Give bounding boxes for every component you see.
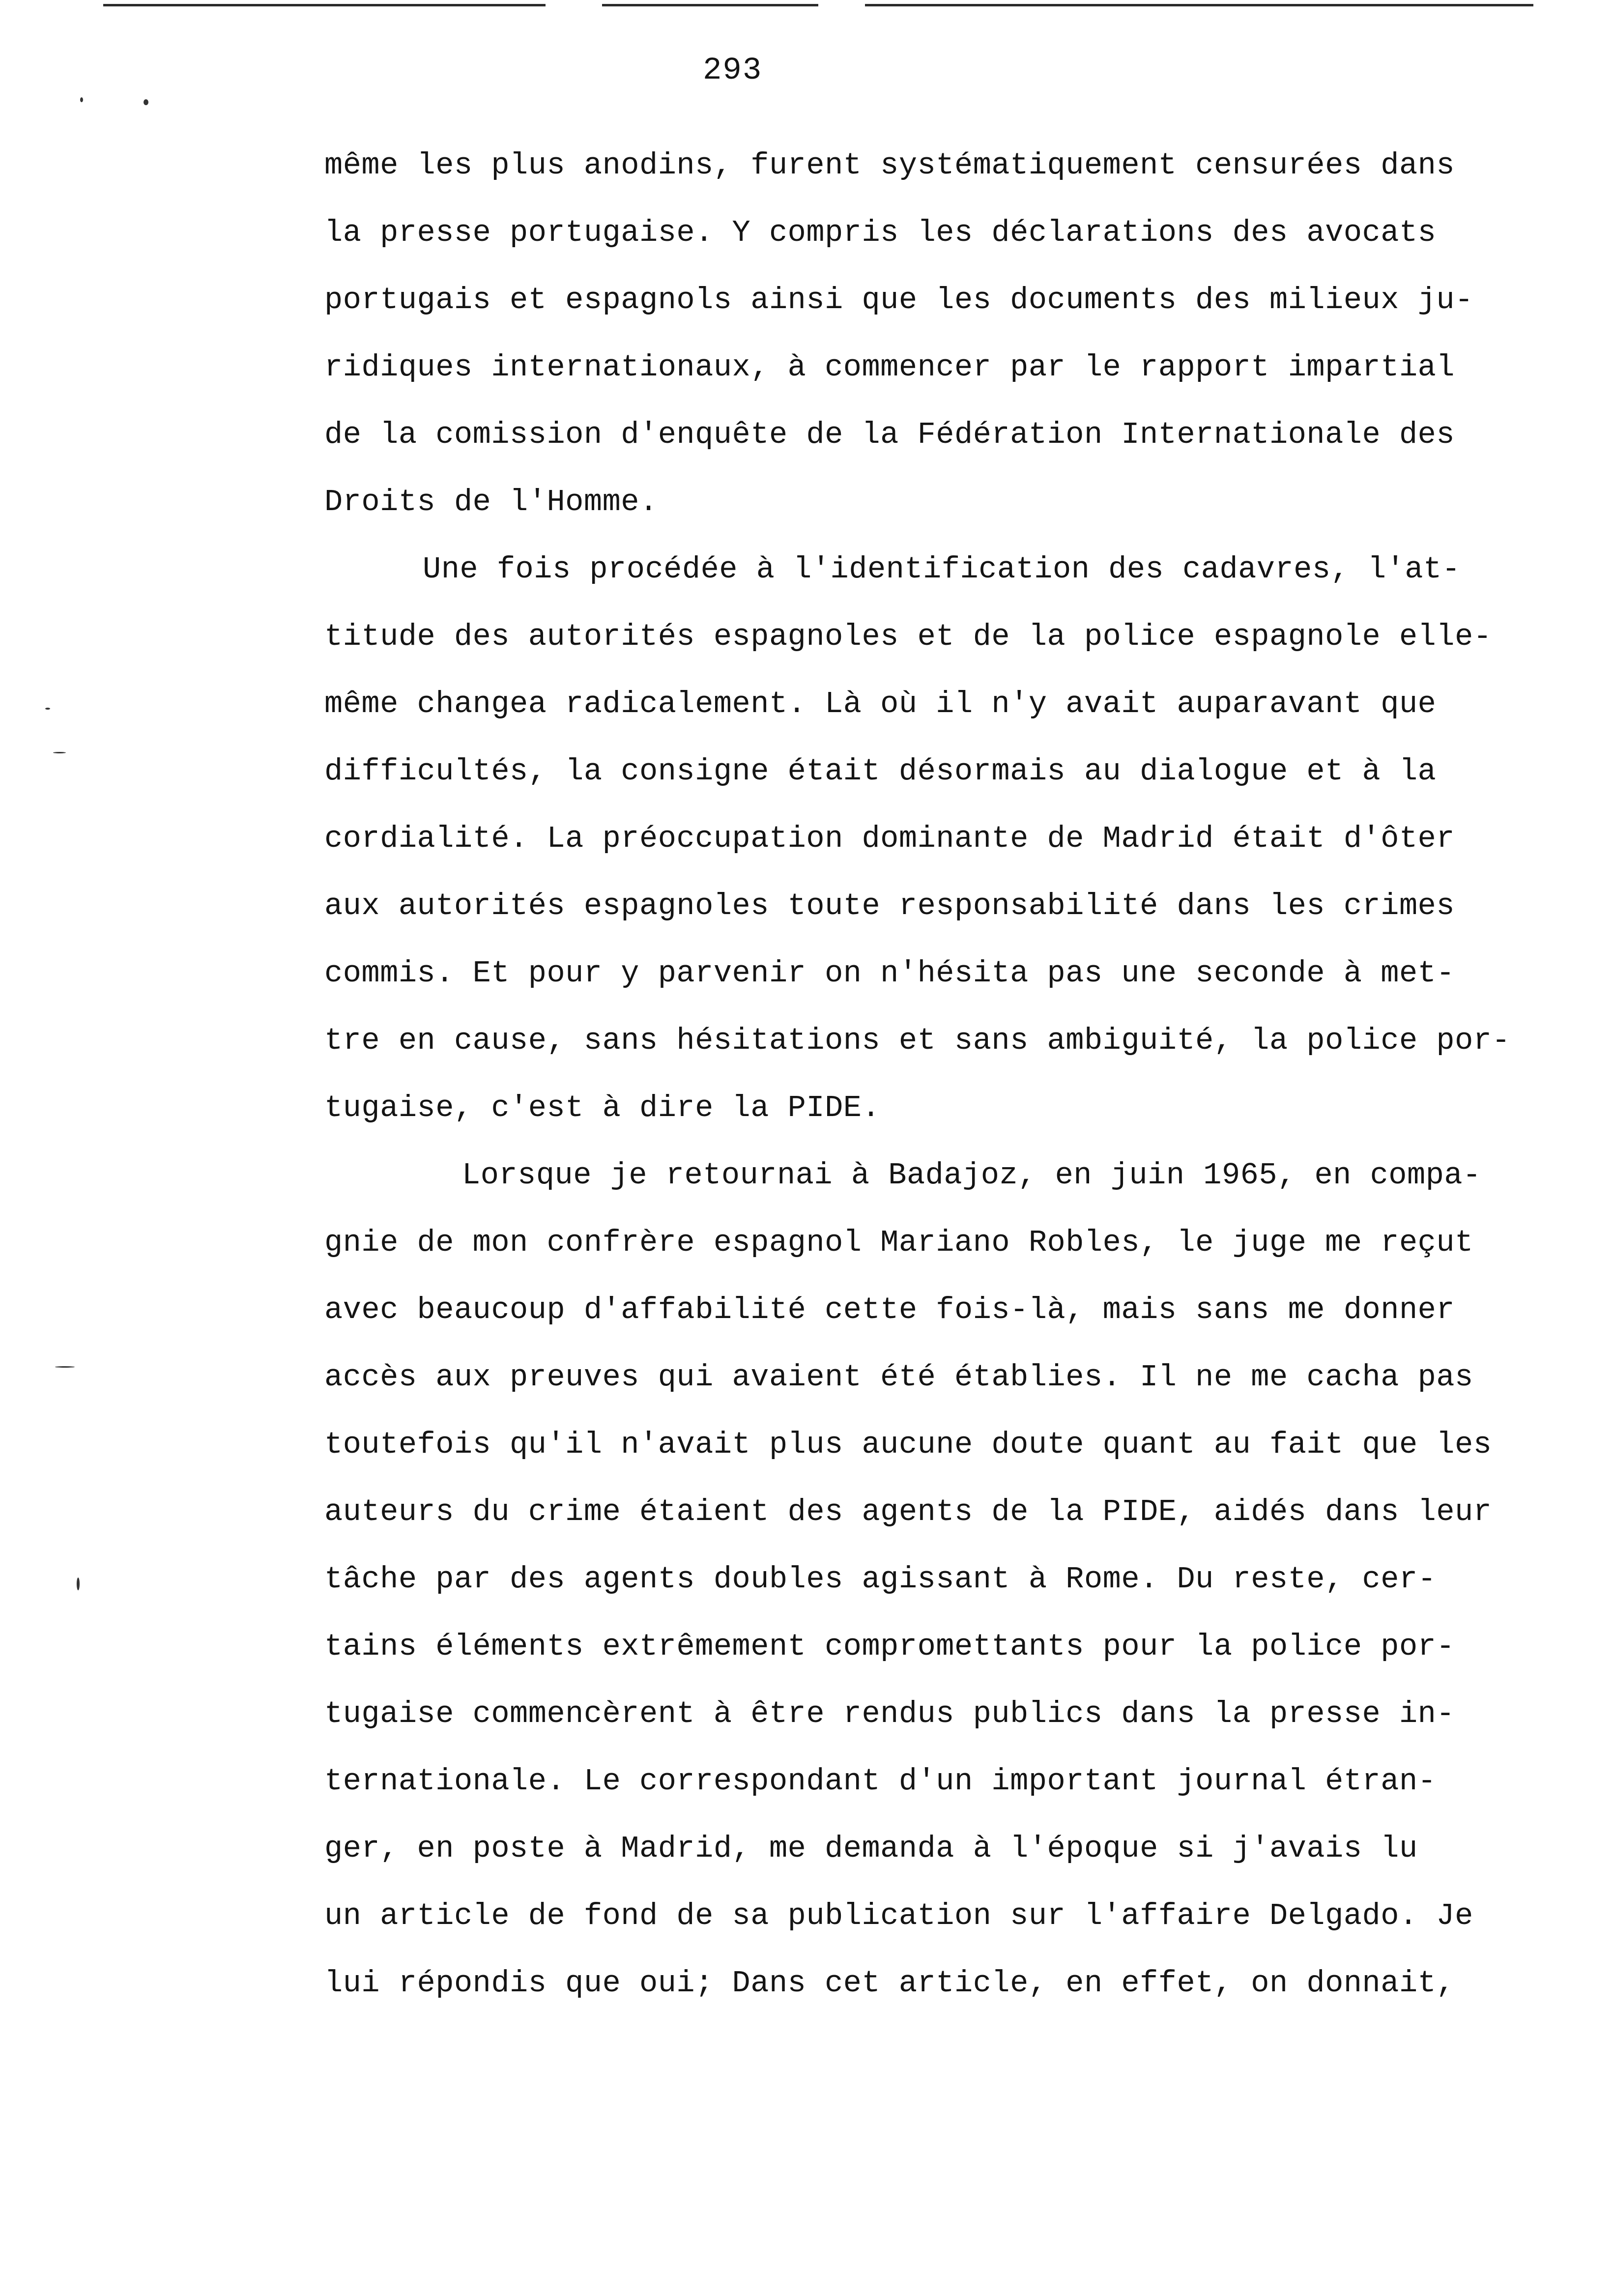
text-line: difficultés, la consigne était désormais au dialogue et à la <box>324 754 1437 789</box>
text-line: la presse portugaise. Y compris les déclarations des avocats <box>324 215 1437 250</box>
text-line: Une fois procédée à l'identification des cadavres, l'at- <box>423 552 1461 587</box>
top-rule-left <box>103 4 546 6</box>
scan-speck <box>77 1578 80 1590</box>
scan-speck <box>55 1366 75 1368</box>
text-line: commis. Et pour y parvenir on n'hésita pas une seconde à met- <box>324 956 1455 991</box>
text-line: de la comission d'enquête de la Fédération Internationale des <box>324 417 1455 452</box>
text-line: titude des autorités espagnoles et de la police espagnole elle- <box>324 619 1492 654</box>
scan-speck <box>80 97 83 102</box>
text-line: aux autorités espagnoles toute responsabilité dans les crimes <box>324 889 1455 923</box>
text-line: tains éléments extrêmement compromettants pour la police por- <box>324 1629 1455 1664</box>
text-line: accès aux preuves qui avaient été établies. Il ne me cacha pas <box>324 1360 1473 1395</box>
text-line: lui répondis que oui; Dans cet article, en effet, on donnait, <box>324 1966 1455 2001</box>
paragraph-2 <box>324 536 1612 1142</box>
text-line: ternationale. Le correspondant d'un important journal étran- <box>324 1764 1437 1799</box>
text-line: avec beaucoup d'affabilité cette fois-là, mais sans me donner <box>324 1292 1455 1327</box>
top-rule-middle <box>602 4 818 6</box>
text-line: tre en cause, sans hésitations et sans ambiguité, la police por- <box>324 1023 1511 1058</box>
text-line: cordialité. La préoccupation dominante de Madrid était d'ôter <box>324 821 1455 856</box>
text-line: tâche par des agents doubles agissant à Rome. Du reste, cer- <box>324 1562 1437 1597</box>
text-line: Droits de l'Homme. <box>324 485 658 519</box>
text-line: toutefois qu'il n'avait plus aucune doute quant au fait que les <box>324 1427 1492 1462</box>
top-rule-right <box>865 4 1533 6</box>
scan-speck <box>144 99 148 105</box>
text-line: un article de fond de sa publication sur l'affaire Delgado. Je <box>324 1898 1473 1933</box>
text-line: tugaise commencèrent à être rendus publics dans la presse in- <box>324 1696 1455 1731</box>
paragraph-1 <box>324 132 1612 536</box>
text-line: même les plus anodins, furent systématiquement censurées dans <box>324 148 1455 183</box>
body-text <box>324 132 1612 2017</box>
text-line: auteurs du crime étaient des agents de la PIDE, aidés dans leur <box>324 1494 1492 1529</box>
scan-speck <box>45 708 50 710</box>
text-line: ridiques internationaux, à commencer par le rapport impartial <box>324 350 1455 385</box>
text-line: même changea radicalement. Là où il n'y avait auparavant que <box>324 687 1437 721</box>
text-line: gnie de mon confrère espagnol Mariano Robles, le juge me reçut <box>324 1225 1473 1260</box>
text-line: Lorsque je retournai à Badajoz, en juin 1965, en compa- <box>462 1158 1481 1193</box>
text-line: portugais et espagnols ainsi que les documents des milieux ju- <box>324 283 1473 317</box>
page-number: 293 <box>703 53 763 88</box>
text-line: tugaise, c'est à dire la PIDE. <box>324 1091 881 1125</box>
paragraph-3 <box>324 1142 1612 2017</box>
scan-speck <box>53 752 66 753</box>
text-line: ger, en poste à Madrid, me demanda à l'époque si j'avais lu <box>324 1831 1418 1866</box>
